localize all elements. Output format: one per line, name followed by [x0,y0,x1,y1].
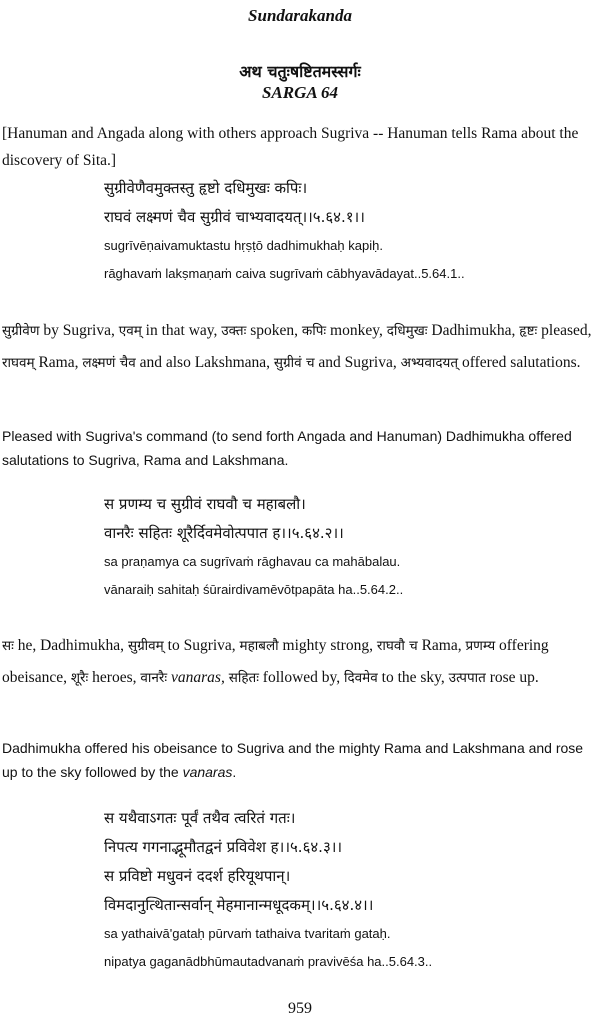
gloss-word: लक्ष्मणं चैव [82,355,136,371]
gloss-meaning: in that way, [145,322,218,339]
gloss-meaning: to the sky, [381,669,445,686]
gloss-meaning: vanaras, [171,669,225,686]
translation-2 [2,736,596,784]
verse-line: स प्रविष्टो मधुवनं ददर्श हरियूथपान्। [104,867,291,885]
transliteration-line: vānaraiḥ sahitaḥ śūrairdivamēvōtpapāta ha..5.64.2.. [104,582,404,597]
verse-line: स यथैवाऽगतः पूर्वं तथैव त्वरितं गतः। [104,809,296,827]
verse-line: सुग्रीवेणैवमुक्तस्तु हृष्टो दधिमुखः कपिः। [104,179,308,197]
gloss-word: उक्तः [221,323,247,339]
translation-text: . [232,764,237,780]
gloss-meaning: offered salutations. [461,354,581,371]
transliteration-line: nipatya gaganādbhūmautadvanaṁ pravivēśa ha..5.64.3.. [104,954,433,969]
gloss-word: सुग्रीवं च [273,355,315,371]
gloss-meaning: monkey, [330,322,383,339]
word-gloss-1 [2,315,596,379]
gloss-meaning: and Sugriva, [318,354,397,371]
gloss-word: राघवौ च [376,638,418,654]
verse-line: राघवं लक्ष्मणं चैव सुग्रीवं चाभ्यवादयत्।।५.६४.१।। [104,208,365,226]
gloss-word: अभ्यवादयत् [400,355,459,371]
chapter-summary: [Hanuman and Angada along with others approach Sugriva -- Hanuman tells Rama about the discovery of Sita.] [2,125,579,169]
gloss-meaning: mighty strong, [282,637,373,654]
gloss-word: एवम् [118,323,142,339]
word-gloss-2 [2,630,596,694]
translation-text: Dadhimukha offered his obeisance to Sugriva and the mighty Rama and Lakshmana and rose up to the sky followed by the [2,740,584,780]
gloss-word: उत्पपात [448,670,486,686]
verse-line: वानरैः सहितः शूरैर्दिवमेवोत्पपात ह।।५.६४.२।। [104,524,344,542]
gloss-meaning: Rama, [38,354,79,371]
verse-line: विमदानुत्थितान्सर्वान् मेहमानान्मधूदकम्।।५.६४.४।। [104,896,374,914]
verse-line: निपत्य गगनाद्भूमौतद्वनं प्रविवेश ह।।५.६४.३।। [104,838,343,856]
gloss-meaning: and also Lakshmana, [139,354,271,371]
transliteration-line: sugrīvēṇaivamuktastu hṛṣṭō dadhimukhaḥ kapiḥ. [104,238,383,253]
gloss-word: सुग्रीवम् [127,638,164,654]
sarga-devanagari-title: अथ चतुःषष्टितमस्सर्गः [239,62,361,81]
translation-italic: vanaras [182,764,233,780]
transliteration-line: rāghavaṁ lakṣmaṇaṁ caiva sugrīvaṁ cābhyavādayat..5.64.1.. [104,266,465,281]
running-head: Sundarakanda [248,6,352,25]
gloss-word: हृष्टः [519,323,538,339]
gloss-meaning: followed by, [262,669,341,686]
gloss-meaning: Rama, [421,637,462,654]
gloss-word: सुग्रीवेण [2,323,40,339]
gloss-meaning: pleased, [541,322,592,339]
gloss-word: सहितः [228,670,259,686]
gloss-word: दधिमुखः [386,323,428,339]
gloss-meaning: offering obeisance, [2,637,549,686]
page-number: 959 [288,1000,312,1017]
transliteration-line: sa praṇamya ca sugrīvaṁ rāghavau ca mahābalau. [104,554,401,569]
gloss-word: दिवमेव [344,670,378,686]
gloss-word: प्रणम्य [465,638,496,654]
gloss-meaning: to Sugriva, [167,637,236,654]
gloss-meaning: by Sugriva, [43,322,115,339]
gloss-word: शूरैः [70,670,89,686]
gloss-meaning: heroes, [92,669,137,686]
gloss-meaning: spoken, [250,322,299,339]
transliteration-line: sa yathaivā'gataḥ pūrvaṁ tathaiva tvaritaṁ gataḥ. [104,926,391,941]
shloka-1 [104,174,584,288]
shloka-3-4 [104,804,584,976]
sarga-title: SARGA 64 [261,83,339,102]
shloka-2 [104,490,584,604]
gloss-meaning: Dadhimukha, [431,322,516,339]
verse-line: स प्रणम्य च सुग्रीवं राघवौ च महाबलौ। [104,495,306,513]
translation-1: Pleased with Sugriva's command (to send forth Angada and Hanuman) Dadhimukha offered salutations to Sugriva, Rama and Lakshmana. [2,428,572,468]
gloss-meaning: rose up. [489,669,539,686]
gloss-word: सः [2,638,14,654]
gloss-word: महाबलौ [239,638,279,654]
gloss-meaning: he, Dadhimukha, [17,637,125,654]
gloss-word: कपिः [301,323,327,339]
gloss-word: वानरैः [140,670,168,686]
gloss-word: राघवम् [2,355,35,371]
